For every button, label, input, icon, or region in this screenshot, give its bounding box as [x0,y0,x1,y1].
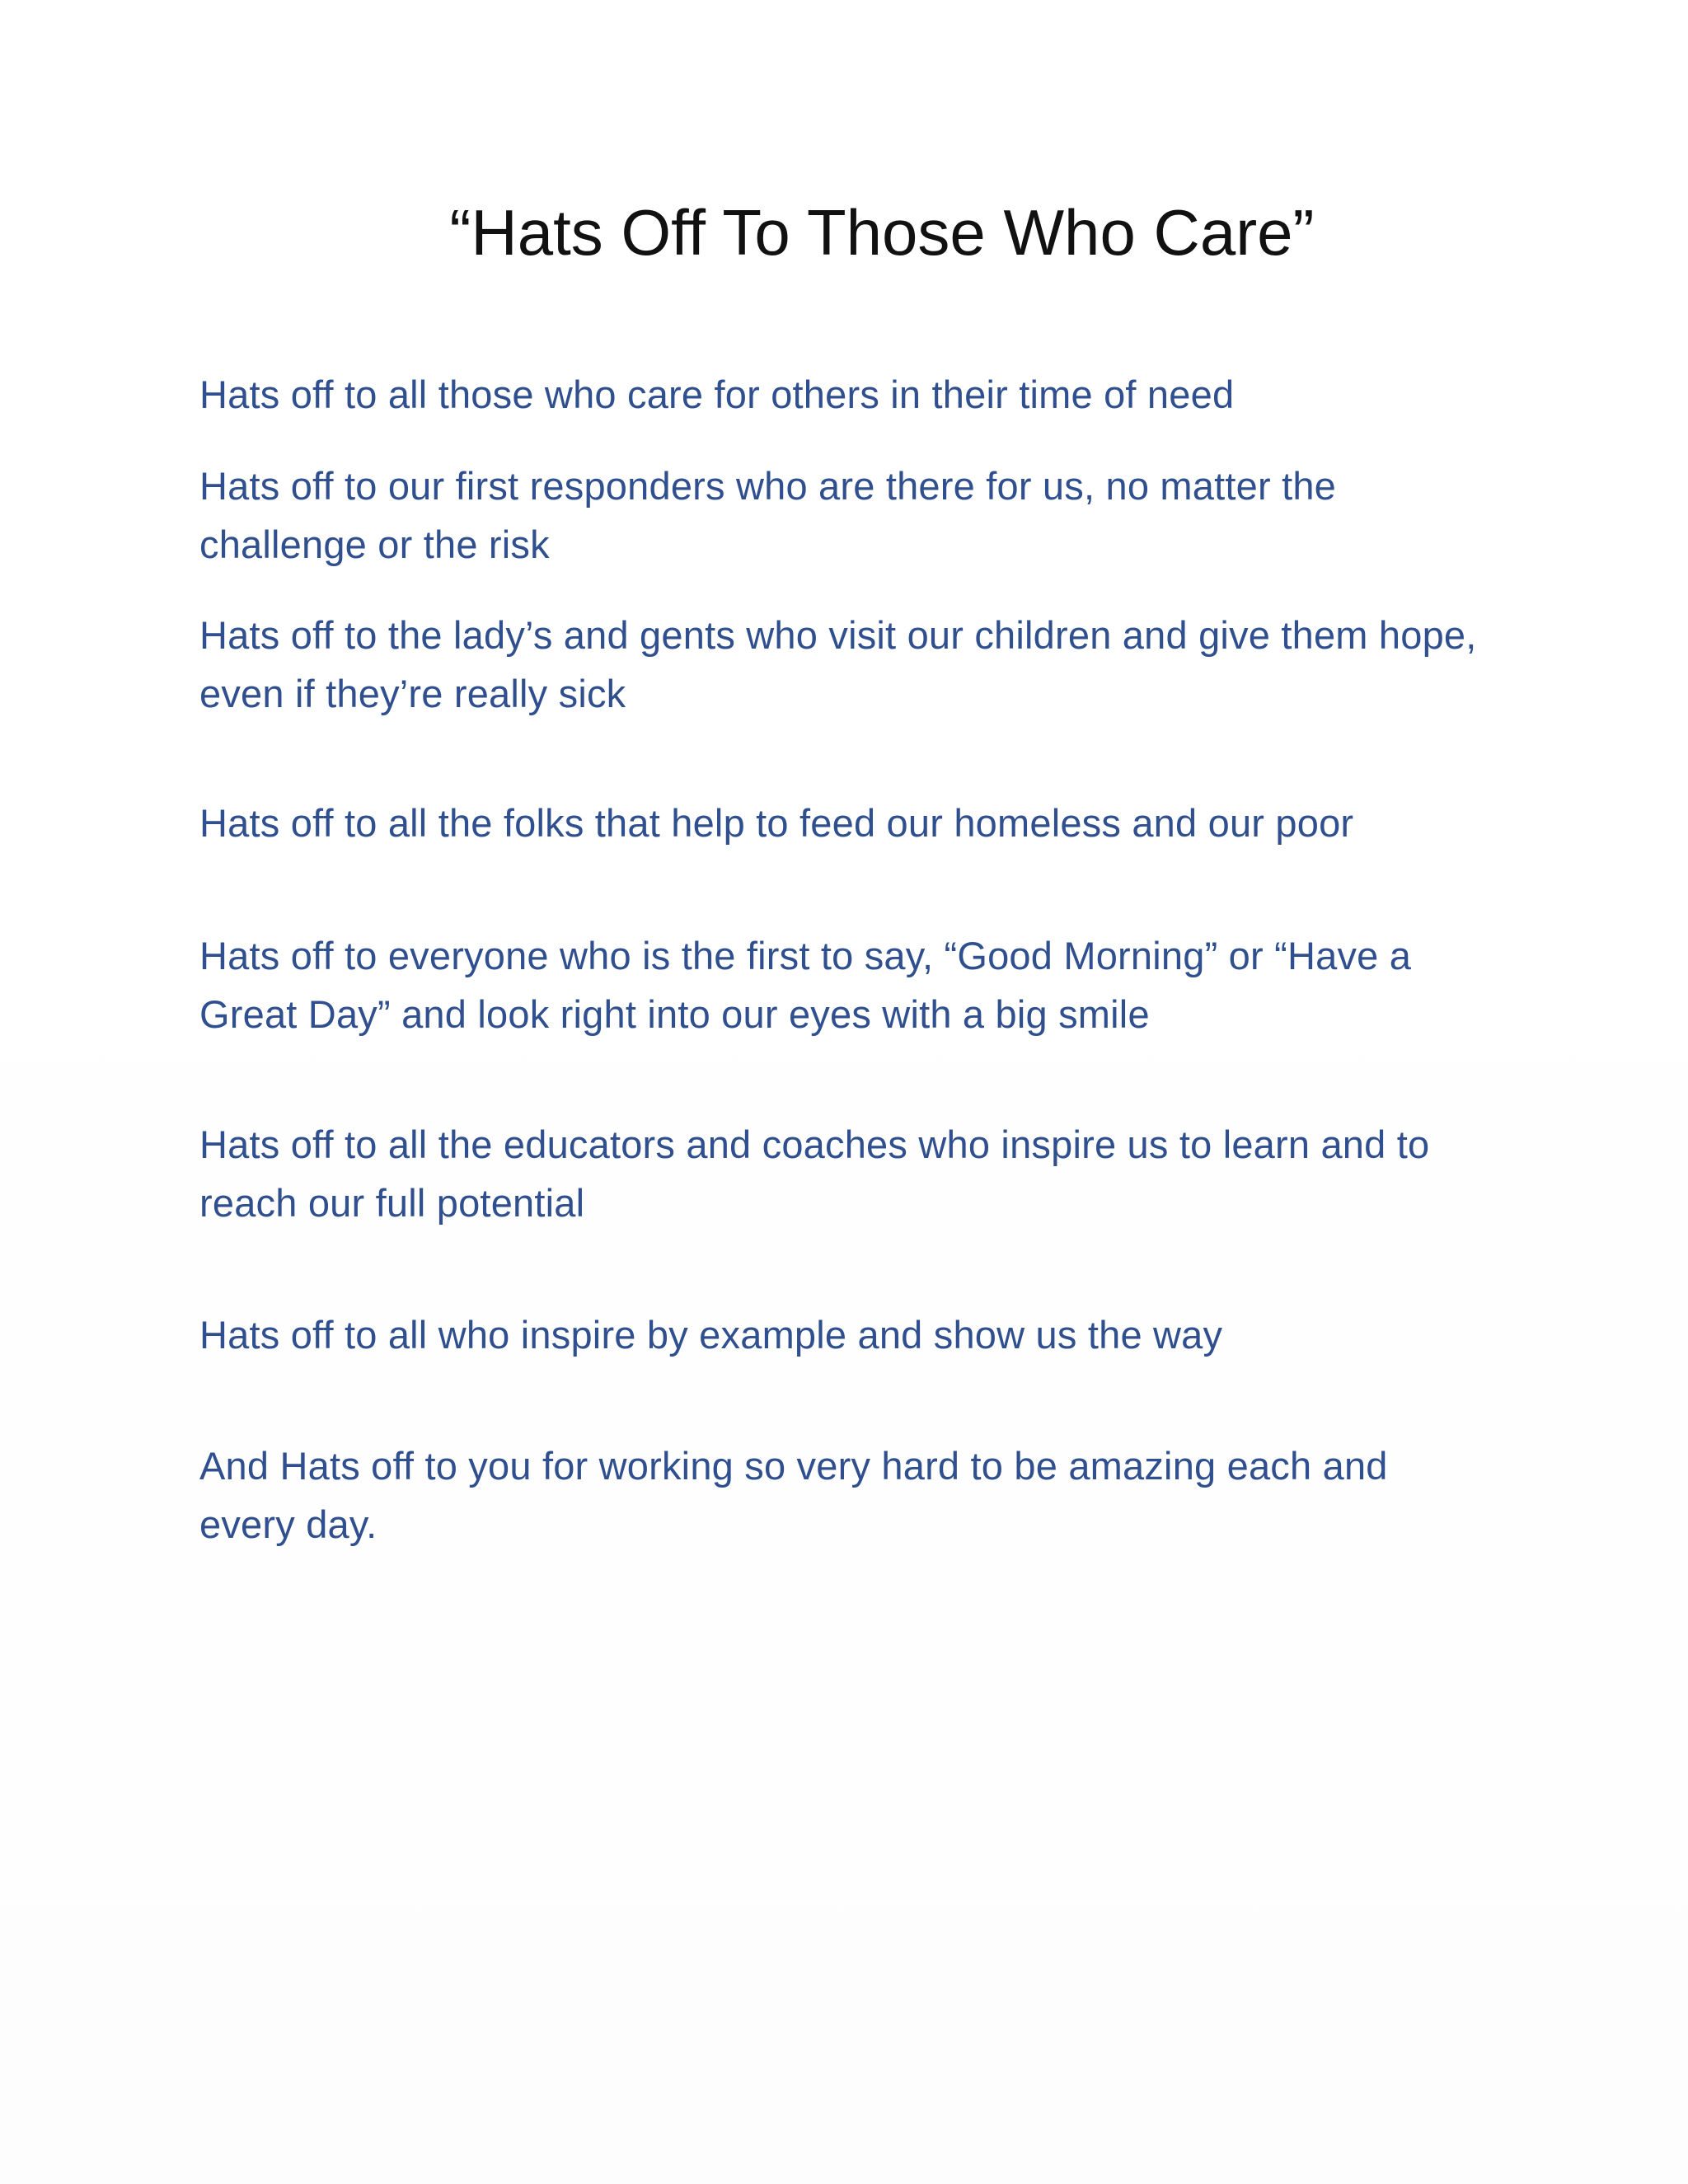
poem-line-3: Hats off to the lady’s and gents who visit our children and give them hope, even if they’re really sick [199,613,1477,715]
poem-line-2: Hats off to our first responders who are there for us, no matter the challenge or the risk [199,464,1337,566]
poem-line-6: Hats off to all the educators and coaches who inspire us to learn and to reach our full potential [199,1122,1430,1225]
poem-line-4: Hats off to all the folks that help to feed our homeless and our poor [199,801,1354,845]
poem-line-7: Hats off to all who inspire by example and show us the way [199,1313,1223,1357]
page-title: “Hats Off To Those Who Care” [449,196,1315,269]
poem-line-1: Hats off to all those who care for others in their time of need [199,373,1235,416]
poem-line-8: And Hats off to you for working so very hard to be amazing each and every day. [199,1444,1388,1546]
poem-line-5: Hats off to everyone who is the first to say, “Good Morning” or “Have a Great Day” and look right into our eyes with a big smile [199,934,1412,1036]
